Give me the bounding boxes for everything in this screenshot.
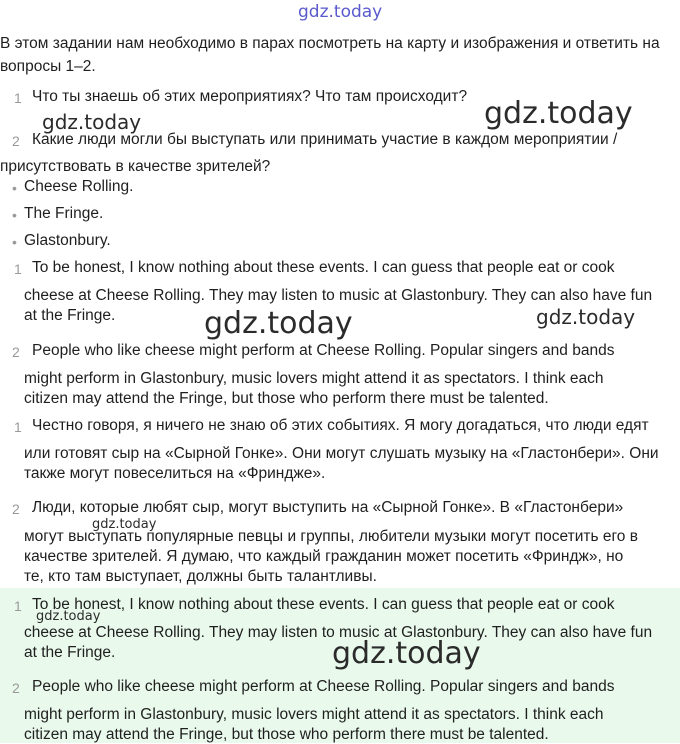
watermark: gdz.today: [204, 306, 353, 341]
answer-text: могут выступать популярные певцы и группы, любители музыки могут посетить его в: [24, 528, 638, 545]
answer-text: cheese at Cheese Rolling. They may listen to music at Glastonbury. They can also have fun: [24, 287, 653, 304]
watermark: gdz.today: [36, 609, 101, 624]
watermark: gdz.today: [92, 517, 157, 532]
watermark: gdz.today: [332, 636, 481, 671]
event-item: The Fringe.: [24, 205, 104, 222]
bullet: •: [12, 180, 17, 196]
answer-text: или готовят сыр на «Сырной Гонке». Они могут слушать музыку на «Гластонбери». Они: [24, 445, 659, 462]
watermark: gdz.today: [484, 96, 633, 131]
answer-text: также могут повеселиться на «Фриндже».: [24, 465, 326, 482]
answer-text: at the Fringe.: [24, 307, 116, 324]
answer-number: 2: [12, 501, 20, 517]
answer-number: 1: [14, 261, 22, 277]
answer-text: People who like cheese might perform at Cheese Rolling. Popular singers and bands: [32, 678, 615, 695]
watermark-top: gdz.today: [298, 2, 383, 22]
question-text: присутствовать в качестве зрителей?: [0, 158, 271, 175]
answer-text: People who like cheese might perform at Cheese Rolling. Popular singers and bands: [32, 342, 615, 359]
answer-number: 1: [14, 419, 22, 435]
answer-text: Люди, которые любят сыр, могут выступить на «Сырной Гонке». В «Гластонбери»: [32, 499, 624, 516]
event-item: Glastonbury.: [24, 232, 111, 249]
watermark: gdz.today: [42, 110, 142, 134]
answer-number: 2: [12, 680, 20, 696]
question-number: 1: [14, 90, 22, 106]
bullet: •: [12, 234, 17, 250]
answer-number: 1: [14, 598, 22, 614]
question-text: Какие люди могли бы выступать или принимать участие в каждом мероприятии /: [32, 131, 618, 148]
event-item: Cheese Rolling.: [24, 178, 134, 195]
answer-text: might perform in Glastonbury, music lovers might attend it as spectators. I think each: [24, 370, 604, 387]
answer-text: citizen may attend the Fringe, but those who perform there must be talented.: [24, 726, 549, 743]
answer-text: те, кто там выступает, должны быть талантливы.: [24, 568, 377, 585]
answer-text: at the Fringe.: [24, 644, 116, 661]
answer-text: cheese at Cheese Rolling. They may listen to music at Glastonbury. They can also have fun: [24, 624, 653, 641]
answer-text: citizen may attend the Fringe, but those who perform there must be talented.: [24, 390, 549, 407]
question-number: 2: [12, 133, 20, 149]
bullet: •: [12, 207, 17, 223]
watermark: gdz.today: [536, 305, 636, 329]
answer-text: might perform in Glastonbury, music lovers might attend it as spectators. I think each: [24, 706, 604, 723]
answer-number: 2: [12, 344, 20, 360]
answer-text: Честно говоря, я ничего не знаю об этих событиях. Я могу догадаться, что люди едят: [32, 417, 649, 434]
answer-text: To be honest, I know nothing about these events. I can guess that people eat or cook: [32, 259, 615, 276]
answer-text: качестве зрителей. Я думаю, что каждый гражданин может посетить «Фриндж», но: [24, 548, 624, 565]
question-text: Что ты знаешь об этих мероприятиях? Что там происходит?: [32, 88, 468, 105]
task-intro: В этом задании нам необходимо в парах посмотреть на карту и изображения и ответить на вопросы 1–2.: [0, 35, 660, 75]
answer-text: To be honest, I know nothing about these events. I can guess that people eat or cook: [32, 596, 615, 613]
